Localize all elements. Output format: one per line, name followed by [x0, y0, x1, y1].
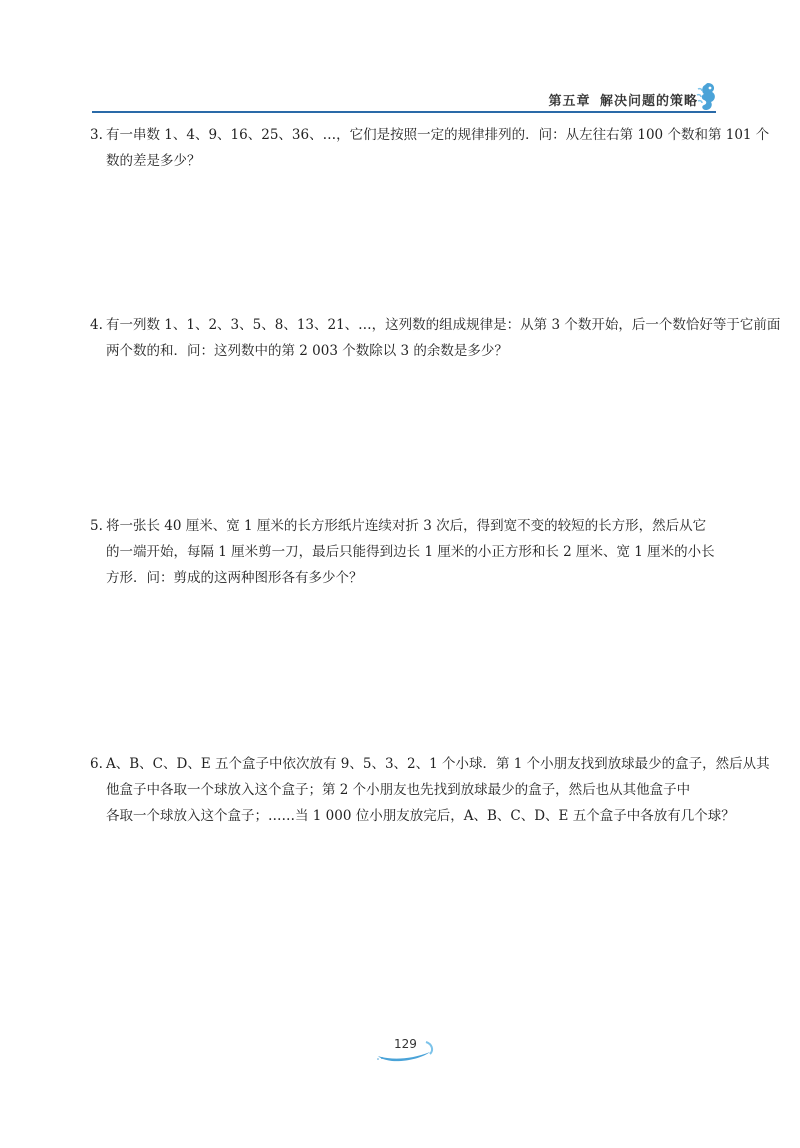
problem-number: 4. [90, 317, 103, 333]
problem-text-line: 将一张长 40 厘米、宽 1 厘米的长方形纸片连续对折 3 次后，得到宽不变的较短的长方形，然后从它 [106, 518, 707, 534]
problem-5 [90, 513, 715, 591]
problem-text-line: 方形．问：剪成的这两种图形各有多少个？ [106, 570, 363, 586]
seahorse-icon [692, 80, 720, 114]
page-header [0, 88, 800, 114]
problem-text-line: 他盒子中各取一个球放入这个盒子；第 2 个小朋友也先找到放球最少的盒子，然后也从其他盒子中 [106, 782, 691, 798]
header-title [544, 90, 698, 109]
problem-3 [90, 122, 770, 174]
chapter-title: 解决问题的策略 [599, 94, 698, 109]
problem-text-line: 各取一个球放入这个盒子；……当 1 000 位小朋友放完后，A、B、C、D、E 五个盒子中各放有几个球？ [106, 808, 735, 824]
problem-text-line: A、B、C、D、E 五个盒子中依次放有 9、5、3、2、1 个小球．第 1 个小朋友找到放球最少的盒子，然后从其 [106, 756, 770, 772]
page-number: 129 [394, 1037, 417, 1051]
problem-text-line: 有一列数 1、1、2、3、5、8、13、21、…，这列数的组成规律是：从第 3 个数开始，后一个数恰好等于它前面 [106, 317, 781, 333]
header-rule [92, 111, 716, 113]
problem-number: 6. [90, 756, 103, 772]
page-footer [370, 1034, 440, 1064]
problem-text-line: 有一串数 1、4、9、16、25、36、…，它们是按照一定的规律排列的．问：从左往右第 100 个数和第 101 个 [106, 127, 770, 143]
problem-text-line: 数的差是多少？ [106, 153, 201, 169]
problem-number: 5. [90, 518, 103, 534]
problem-4 [90, 312, 781, 364]
problem-6 [90, 751, 770, 829]
chapter-label: 第五章 [548, 94, 591, 109]
problem-text-line: 的一端开始，每隔 1 厘米剪一刀，最后只能得到边长 1 厘米的小正方形和长 2 厘米、宽 1 厘米的小长 [106, 544, 715, 560]
problem-text-line: 两个数的和．问：这列数中的第 2 003 个数除以 3 的余数是多少？ [106, 343, 508, 359]
problem-number: 3. [90, 127, 103, 143]
